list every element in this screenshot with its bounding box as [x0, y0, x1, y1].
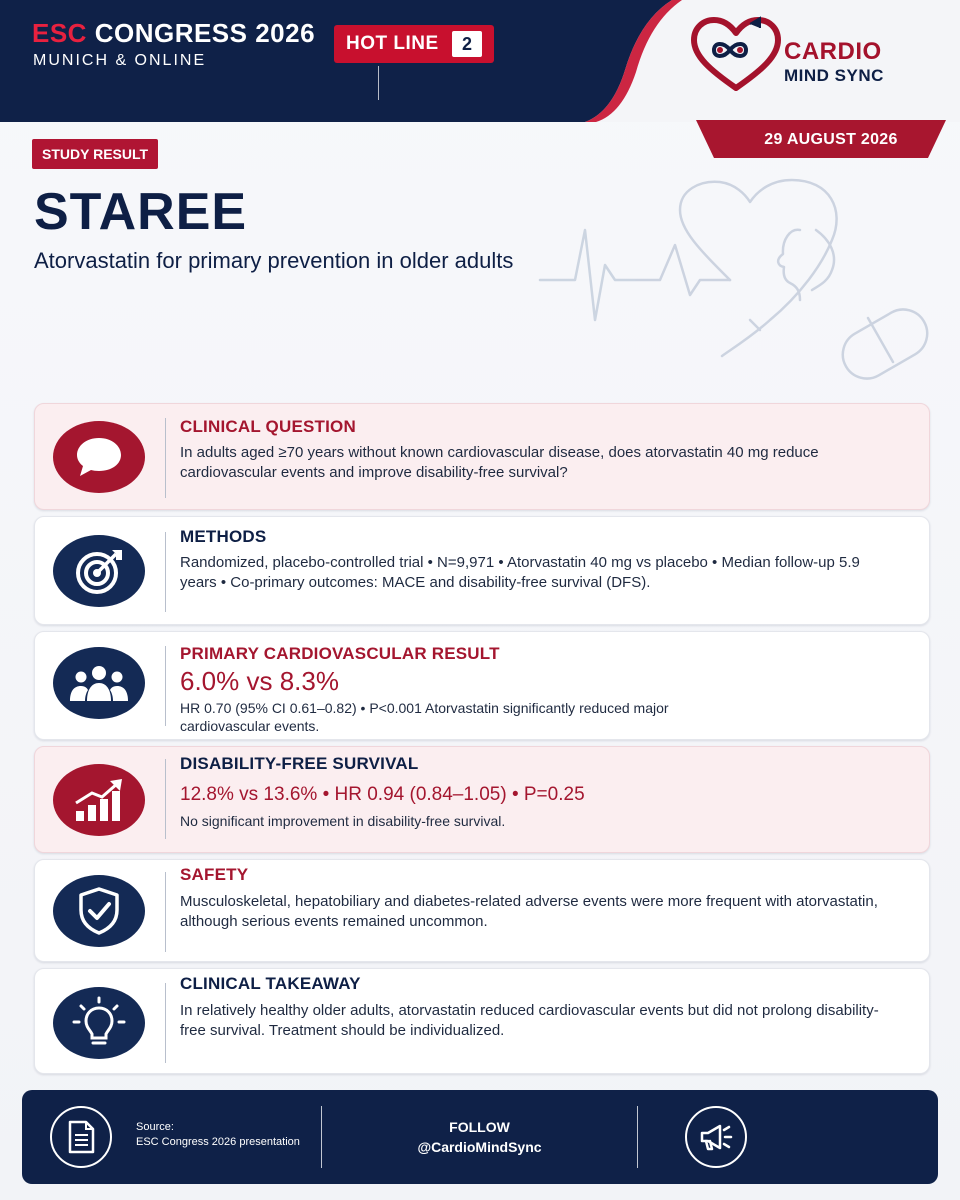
footer-separator — [637, 1106, 638, 1168]
card-text: In adults aged ≥70 years without known cardiovascular disease, does atorvastatin 40 mg reduce cardiovascular events and improve disability-free survival? — [180, 444, 819, 481]
brand-logo-text — [784, 40, 884, 86]
logo-mind-sync: MIND SYNC — [784, 66, 884, 85]
icon-badge — [53, 535, 145, 607]
megaphone-icon — [698, 1122, 734, 1152]
card-divider — [165, 646, 166, 726]
source-label: Source: — [136, 1121, 174, 1133]
congress-esc: ESC — [32, 18, 87, 48]
document-icon — [67, 1120, 95, 1154]
card-body — [180, 417, 889, 483]
card-safety — [34, 859, 930, 962]
follow-label: FOLLOW — [449, 1119, 510, 1135]
icon-badge — [53, 764, 145, 836]
icon-badge — [53, 647, 145, 719]
card-body — [180, 527, 889, 593]
logo-cardio: CARDIO — [784, 38, 882, 65]
card-text: Randomized, placebo-controlled trial • N=9,971 • Atorvastatin 40 mg vs placebo • Median follow-up 5.9 years • Co-primary outcomes: MACE and disability-free survival (DFS). — [180, 554, 860, 591]
card-methods — [34, 516, 930, 625]
icon-badge — [53, 875, 145, 947]
card-clinical-takeaway — [34, 968, 930, 1074]
study-result-badge: STUDY RESULT — [32, 139, 158, 169]
congress-name: CONGRESS 2026 — [86, 18, 316, 48]
card-text: No significant improvement in disability-free survival. — [180, 813, 506, 829]
cardio-heart-logo-icon — [690, 16, 782, 92]
card-divider — [165, 418, 166, 498]
speech-bubble-icon — [74, 435, 124, 479]
card-disability-free-survival — [34, 746, 930, 853]
hotline-badge — [334, 25, 494, 63]
card-title: DISABILITY-FREE SURVIVAL — [180, 754, 419, 773]
card-text: HR 0.70 (95% CI 0.61–0.82) • P<0.001 Atorvastatin significantly reduced major cardiovascular events. — [180, 700, 669, 734]
study-subtitle: Atorvastatin for primary prevention in older adults — [34, 248, 514, 273]
card-title: METHODS — [180, 527, 267, 546]
card-divider — [165, 872, 166, 952]
card-divider — [165, 532, 166, 612]
card-body — [180, 754, 889, 830]
follow-block — [322, 1117, 637, 1157]
footer-bar — [22, 1090, 938, 1184]
hotline-number: 2 — [452, 31, 482, 57]
card-clinical-question — [34, 403, 930, 510]
icon-badge — [53, 421, 145, 493]
primary-stat: 6.0% vs 8.3% — [180, 666, 339, 696]
bar-chart-rising-icon — [72, 777, 126, 823]
dfs-stat: 12.8% vs 13.6% • HR 0.94 (0.84–1.05) • P=0.25 — [180, 784, 585, 805]
card-text: In relatively healthy older adults, atorvastatin reduced cardiovascular events but did not prolong disability-free survival. Treatment should be individualized. — [180, 1002, 879, 1039]
card-title: CLINICAL TAKEAWAY — [180, 974, 361, 993]
card-divider — [165, 759, 166, 839]
card-body — [180, 974, 889, 1041]
header-divider — [378, 66, 379, 100]
card-body — [180, 644, 759, 735]
card-divider — [165, 983, 166, 1063]
target-icon — [72, 546, 126, 596]
card-text: Musculoskeletal, hepatobiliary and diabetes-related adverse events were more frequent with atorvastatin, although serious events remained uncommon. — [180, 893, 878, 930]
hotline-label: HOT LINE — [346, 33, 439, 54]
card-body — [180, 865, 889, 932]
card-title: PRIMARY CARDIOVASCULAR RESULT — [180, 644, 500, 663]
source-document-icon-badge — [50, 1106, 112, 1168]
shield-check-icon — [76, 886, 122, 936]
icon-badge — [53, 987, 145, 1059]
card-title: CLINICAL QUESTION — [180, 417, 356, 436]
card-title: SAFETY — [180, 865, 249, 884]
source-text: ESC Congress 2026 presentation — [136, 1136, 300, 1148]
lightbulb-icon — [71, 996, 127, 1050]
congress-title — [32, 18, 315, 49]
publication-date: 29 AUGUST 2026 — [764, 131, 898, 148]
megaphone-icon-badge — [685, 1106, 747, 1168]
card-primary-result — [34, 631, 930, 740]
people-group-icon — [67, 663, 131, 703]
congress-location: MUNICH & ONLINE — [33, 52, 207, 69]
social-handle[interactable]: @CardioMindSync — [417, 1139, 542, 1155]
heart-profile-ecg-illustration — [500, 170, 950, 400]
study-name: STAREE — [34, 183, 248, 241]
